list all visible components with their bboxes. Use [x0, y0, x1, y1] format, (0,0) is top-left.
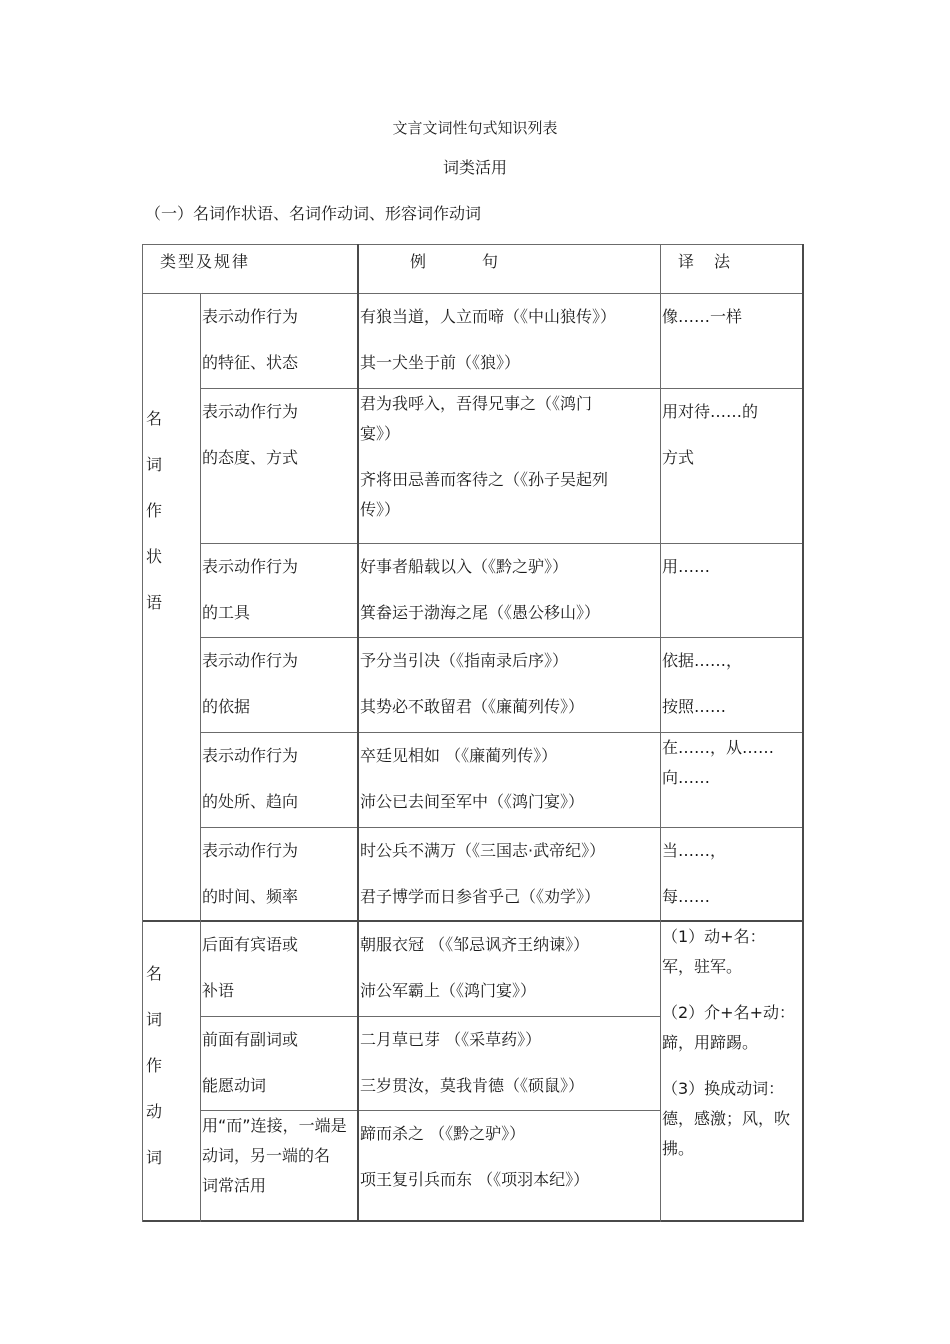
text-line: 像……一样	[662, 307, 743, 326]
text-line: 在……，从……	[662, 738, 775, 757]
text-line: 方式	[662, 448, 695, 467]
text-line: （3）换成动词：	[662, 1079, 785, 1098]
text-line: 项王复引兵而东 （《项羽本纪》）	[360, 1170, 590, 1189]
text-line: 有狼当道，人立而啼（《中山狼传》）	[360, 307, 617, 326]
text-line: 箕畚运于渤海之尾（《愚公移山》）	[360, 603, 601, 622]
label-char: 动	[146, 1102, 163, 1121]
grammar-table	[142, 244, 804, 1222]
text-line: 拂。	[662, 1139, 695, 1158]
text-line: 表示动作行为	[202, 841, 299, 860]
text-line: 齐将田忌善而客待之（《孙子吴起列	[360, 470, 609, 489]
header-type: 类型及规律	[160, 252, 251, 271]
translation-cell	[662, 638, 800, 730]
text-line: （1）动+名：	[662, 927, 766, 946]
text-line: 沛公军霸上（《鸿门宴》）	[360, 981, 537, 1000]
text-line: 表示动作行为	[202, 307, 299, 326]
example-cell	[360, 828, 658, 920]
text-line: 的态度、方式	[202, 448, 299, 467]
rule-cell	[202, 922, 358, 1014]
text-line: 每……	[662, 887, 711, 906]
text-line: 动词，另一端的名	[202, 1146, 331, 1165]
label-char: 语	[146, 593, 163, 612]
text-line: 表示动作行为	[202, 402, 299, 421]
header-example: 例 句	[410, 252, 501, 271]
text-line: 军，驻军。	[662, 957, 743, 976]
text-line: 表示动作行为	[202, 651, 299, 670]
rule-cell	[202, 294, 356, 386]
text-line: 蹄而杀之 （《黔之驴》）	[360, 1124, 526, 1143]
example-cell	[360, 638, 658, 730]
label-char: 名	[146, 964, 163, 983]
example-cell	[360, 294, 658, 386]
text-line: 的处所、趋向	[202, 792, 299, 811]
rule-cell	[202, 1111, 358, 1201]
group-label-noun-verb	[146, 951, 162, 1181]
text-line: 三岁贯汝，莫我肯德（《硕鼠》）	[360, 1076, 585, 1095]
text-line: 表示动作行为	[202, 557, 299, 576]
example-cell	[360, 1111, 658, 1203]
rule-cell	[202, 828, 356, 920]
text-line: 的依据	[202, 697, 251, 716]
translation-cell	[662, 733, 800, 793]
text-line: 词常活用	[202, 1176, 267, 1195]
translation-cell	[662, 828, 800, 920]
example-cell	[360, 389, 658, 525]
translation-cell-noun-verb	[662, 922, 802, 1164]
text-line: 君为我呼入，吾得兄事之（《鸿门	[360, 394, 593, 413]
translation-cell	[662, 389, 800, 481]
text-line: 前面有副词或	[202, 1030, 299, 1049]
header-translation: 译 法	[678, 252, 733, 271]
text-line: 时公兵不满万（《三国志·武帝纪》）	[360, 841, 606, 860]
text-line: 其势必不敢留君（《廉蔺列传》）	[360, 697, 585, 716]
rule-cell	[202, 1017, 358, 1109]
translation-cell	[662, 544, 800, 590]
text-line: （2）介+名+动：	[662, 1003, 795, 1022]
text-line: 按照……	[662, 697, 727, 716]
rule-cell	[202, 389, 356, 481]
text-line: 能愿动词	[202, 1076, 267, 1095]
text-line: 的时间、频率	[202, 887, 299, 906]
document-title: 文言文词性句式知识列表	[392, 119, 558, 137]
text-line: 用“而”连接，一端是	[202, 1116, 347, 1135]
text-line: 予分当引决（《指南录后序》）	[360, 651, 569, 670]
rule-cell	[202, 638, 356, 730]
text-line: 后面有宾语或	[202, 935, 299, 954]
subsection-title: （一）名词作状语、名词作动词、形容词作动词	[145, 204, 482, 223]
text-line: 好事者船载以入（《黔之驴》）	[360, 557, 569, 576]
text-line: 朝服衣冠 （《邹忌讽齐王纳谏》）	[360, 935, 590, 954]
text-line: 当……，	[662, 841, 727, 860]
example-cell	[360, 1017, 658, 1109]
text-line: 传》）	[360, 500, 401, 519]
text-line: 蹄，用蹄踢。	[662, 1033, 759, 1052]
text-line: 的特征、状态	[202, 353, 299, 372]
label-char: 词	[146, 455, 163, 474]
example-cell	[360, 544, 658, 636]
text-line: 表示动作行为	[202, 746, 299, 765]
text-line: 其一犬坐于前（《狼》）	[360, 353, 521, 372]
label-char: 词	[146, 1010, 163, 1029]
group-label-noun-adverbial	[146, 396, 162, 626]
text-line: 二月草已芽 （《采草药》）	[360, 1030, 542, 1049]
text-line: 用对待……的	[662, 402, 759, 421]
translation-cell	[662, 294, 800, 340]
section-title: 词类活用	[442, 158, 507, 177]
example-cell	[360, 733, 658, 825]
text-line: 宴》）	[360, 424, 401, 443]
text-line: 补语	[202, 981, 235, 1000]
example-cell	[360, 922, 658, 1014]
rule-cell	[202, 733, 356, 825]
text-line: 沛公已去间至军中（《鸿门宴》）	[360, 792, 585, 811]
label-char: 作	[146, 1056, 163, 1075]
text-line: 君子博学而日参省乎己（《劝学》）	[360, 887, 601, 906]
text-line: 德，感激；风，吹	[662, 1109, 791, 1128]
label-char: 作	[146, 501, 163, 520]
text-line: 的工具	[202, 603, 251, 622]
label-char: 名	[146, 409, 163, 428]
text-line: 依据……，	[662, 651, 743, 670]
text-line: 卒廷见相如 （《廉蔺列传》）	[360, 746, 558, 765]
text-line: 向……	[662, 768, 711, 787]
label-char: 词	[146, 1148, 163, 1167]
rule-cell	[202, 544, 356, 636]
label-char: 状	[146, 547, 163, 566]
text-line: 用……	[662, 557, 711, 576]
